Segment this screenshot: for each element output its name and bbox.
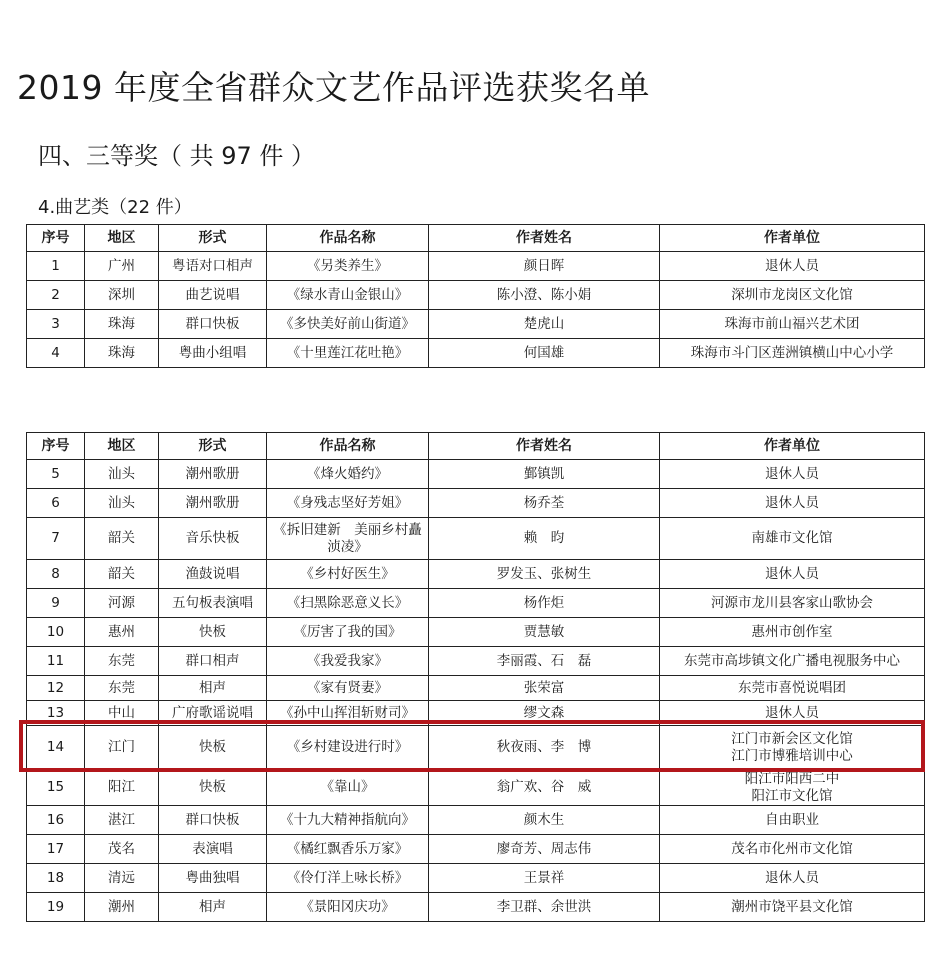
author-cell: 李卫群、余世洪 (429, 893, 660, 922)
table-row (27, 460, 925, 489)
region-cell: 广州 (85, 252, 159, 281)
form-cell: 音乐快板 (159, 518, 267, 560)
column-header: 形式 (159, 433, 267, 460)
row-number: 5 (27, 460, 85, 489)
region-cell: 清远 (85, 864, 159, 893)
author-cell: 缪文森 (429, 701, 660, 726)
unit-line: 阳江市阳西二中 (744, 770, 840, 787)
category-heading: 4.曲艺类（22 件） (38, 197, 192, 218)
table-row (27, 726, 925, 770)
table-row (27, 864, 925, 893)
unit-cell: 退休人员 (660, 864, 925, 893)
author-cell: 翁广欢、谷 威 (429, 770, 660, 806)
author-cell: 贾慧敏 (429, 618, 660, 647)
region-cell: 韶关 (85, 560, 159, 589)
author-cell: 王景祥 (429, 864, 660, 893)
row-number: 4 (27, 339, 85, 368)
unit-cell: 自由职业 (660, 806, 925, 835)
work-title-cell: 《烽火婚约》 (267, 460, 429, 489)
table-row (27, 281, 925, 310)
work-title-cell: 《我爱我家》 (267, 647, 429, 676)
section-heading: 四、三等奖（ 共 97 件 ） (38, 142, 316, 170)
region-cell: 汕头 (85, 460, 159, 489)
document-title: 2019 年度全省群众文艺作品评选获奖名单 (17, 68, 650, 107)
table-row (27, 893, 925, 922)
form-cell: 快板 (159, 770, 267, 806)
region-cell: 茂名 (85, 835, 159, 864)
author-cell: 李丽霞、石 磊 (429, 647, 660, 676)
author-cell: 秋夜雨、李 博 (429, 726, 660, 770)
table-row (27, 252, 925, 281)
column-header: 作者单位 (660, 433, 925, 460)
author-cell: 陈小澄、陈小娟 (429, 281, 660, 310)
table-row (27, 770, 925, 806)
column-header: 序号 (27, 225, 85, 252)
form-cell: 快板 (159, 726, 267, 770)
row-number: 1 (27, 252, 85, 281)
author-cell: 颜日晖 (429, 252, 660, 281)
work-title-cell: 《绿水青山金银山》 (267, 281, 429, 310)
unit-cell: 深圳市龙岗区文化馆 (660, 281, 925, 310)
table-header-row (27, 433, 925, 460)
row-number: 16 (27, 806, 85, 835)
row-number: 6 (27, 489, 85, 518)
row-number: 2 (27, 281, 85, 310)
form-cell: 曲艺说唱 (159, 281, 267, 310)
column-header: 作品名称 (267, 225, 429, 252)
unit-cell (660, 726, 925, 770)
work-title-cell: 《孙中山挥泪斩财司》 (267, 701, 429, 726)
work-title-cell: 《乡村好医生》 (267, 560, 429, 589)
work-title-cell: 《伶仃洋上咏长桥》 (267, 864, 429, 893)
region-cell: 深圳 (85, 281, 159, 310)
form-cell: 相声 (159, 893, 267, 922)
unit-cell: 珠海市前山福兴艺术团 (660, 310, 925, 339)
region-cell: 潮州 (85, 893, 159, 922)
column-header: 序号 (27, 433, 85, 460)
work-title-cell: 《扫黑除恶意义长》 (267, 589, 429, 618)
column-header: 作品名称 (267, 433, 429, 460)
unit-cell: 退休人员 (660, 560, 925, 589)
region-cell: 江门 (85, 726, 159, 770)
row-number: 14 (27, 726, 85, 770)
row-number: 9 (27, 589, 85, 618)
region-cell: 湛江 (85, 806, 159, 835)
row-number: 3 (27, 310, 85, 339)
table-row (27, 339, 925, 368)
unit-cell (660, 770, 925, 806)
author-cell: 杨乔荃 (429, 489, 660, 518)
unit-cell: 潮州市饶平县文化馆 (660, 893, 925, 922)
unit-line: 江门市博雅培训中心 (731, 747, 853, 764)
region-cell: 韶关 (85, 518, 159, 560)
work-title-cell: 《另类养生》 (267, 252, 429, 281)
unit-line: 江门市新会区文化馆 (731, 730, 853, 747)
region-cell: 河源 (85, 589, 159, 618)
table-row (27, 835, 925, 864)
author-cell: 楚虎山 (429, 310, 660, 339)
author-cell: 廖奇芳、周志伟 (429, 835, 660, 864)
table-row (27, 806, 925, 835)
column-header: 作者姓名 (429, 225, 660, 252)
row-number: 8 (27, 560, 85, 589)
work-title-cell: 《多快美好前山街道》 (267, 310, 429, 339)
form-cell: 五句板表演唱 (159, 589, 267, 618)
awards-table-1 (26, 224, 925, 368)
work-title-cell: 《厉害了我的国》 (267, 618, 429, 647)
form-cell: 快板 (159, 618, 267, 647)
table-row (27, 618, 925, 647)
region-cell: 珠海 (85, 310, 159, 339)
work-title-cell: 《橘红飘香乐万家》 (267, 835, 429, 864)
form-cell: 群口快板 (159, 310, 267, 339)
form-cell: 渔鼓说唱 (159, 560, 267, 589)
table-row (27, 489, 925, 518)
unit-cell: 退休人员 (660, 701, 925, 726)
author-cell: 赖 昀 (429, 518, 660, 560)
unit-cell: 退休人员 (660, 489, 925, 518)
row-number: 10 (27, 618, 85, 647)
row-number: 19 (27, 893, 85, 922)
work-title-cell: 《身残志坚好芳姐》 (267, 489, 429, 518)
work-title-cell: 《景阳冈庆功》 (267, 893, 429, 922)
row-number: 17 (27, 835, 85, 864)
work-title-cell: 《靠山》 (267, 770, 429, 806)
column-header: 地区 (85, 433, 159, 460)
row-number: 13 (27, 701, 85, 726)
column-header: 作者单位 (660, 225, 925, 252)
unit-cell: 退休人员 (660, 460, 925, 489)
unit-cell: 河源市龙川县客家山歌协会 (660, 589, 925, 618)
form-cell: 相声 (159, 676, 267, 701)
author-cell: 杨作炬 (429, 589, 660, 618)
row-number: 18 (27, 864, 85, 893)
region-cell: 东莞 (85, 647, 159, 676)
author-cell: 罗发玉、张树生 (429, 560, 660, 589)
column-header: 作者姓名 (429, 433, 660, 460)
table-row (27, 647, 925, 676)
table-row (27, 701, 925, 726)
region-cell: 惠州 (85, 618, 159, 647)
column-header: 地区 (85, 225, 159, 252)
unit-cell: 惠州市创作室 (660, 618, 925, 647)
work-title-cell: 《家有贤妻》 (267, 676, 429, 701)
region-cell: 阳江 (85, 770, 159, 806)
form-cell: 表演唱 (159, 835, 267, 864)
table-row (27, 560, 925, 589)
author-cell: 颜木生 (429, 806, 660, 835)
work-title-cell: 《十九大精神指航向》 (267, 806, 429, 835)
unit-cell: 退休人员 (660, 252, 925, 281)
author-cell: 鄞镇凯 (429, 460, 660, 489)
form-cell: 潮州歌册 (159, 460, 267, 489)
awards-table-2 (26, 432, 925, 922)
column-header: 形式 (159, 225, 267, 252)
table-row (27, 518, 925, 560)
row-number: 15 (27, 770, 85, 806)
region-cell: 东莞 (85, 676, 159, 701)
unit-cell: 东莞市高埗镇文化广播电视服务中心 (660, 647, 925, 676)
row-number: 7 (27, 518, 85, 560)
form-cell: 粤曲独唱 (159, 864, 267, 893)
form-cell: 群口相声 (159, 647, 267, 676)
form-cell: 潮州歌册 (159, 489, 267, 518)
unit-cell: 珠海市斗门区莲洲镇横山中心小学 (660, 339, 925, 368)
work-title-cell: 《乡村建设进行时》 (267, 726, 429, 770)
table-header-row (27, 225, 925, 252)
form-cell: 广府歌谣说唱 (159, 701, 267, 726)
work-title-cell: 《十里莲江花吐艳》 (267, 339, 429, 368)
form-cell: 群口快板 (159, 806, 267, 835)
row-number: 11 (27, 647, 85, 676)
author-cell: 张荣富 (429, 676, 660, 701)
region-cell: 汕头 (85, 489, 159, 518)
author-cell: 何国雄 (429, 339, 660, 368)
work-title-cell: 《拆旧建新 美丽乡村矗浈凌》 (267, 518, 429, 560)
unit-cell: 茂名市化州市文化馆 (660, 835, 925, 864)
unit-cell: 南雄市文化馆 (660, 518, 925, 560)
table-row (27, 589, 925, 618)
region-cell: 中山 (85, 701, 159, 726)
table-row (27, 676, 925, 701)
unit-cell: 东莞市喜悦说唱团 (660, 676, 925, 701)
table-row (27, 310, 925, 339)
unit-line: 阳江市文化馆 (751, 787, 833, 804)
row-number: 12 (27, 676, 85, 701)
region-cell: 珠海 (85, 339, 159, 368)
form-cell: 粤曲小组唱 (159, 339, 267, 368)
form-cell: 粤语对口相声 (159, 252, 267, 281)
